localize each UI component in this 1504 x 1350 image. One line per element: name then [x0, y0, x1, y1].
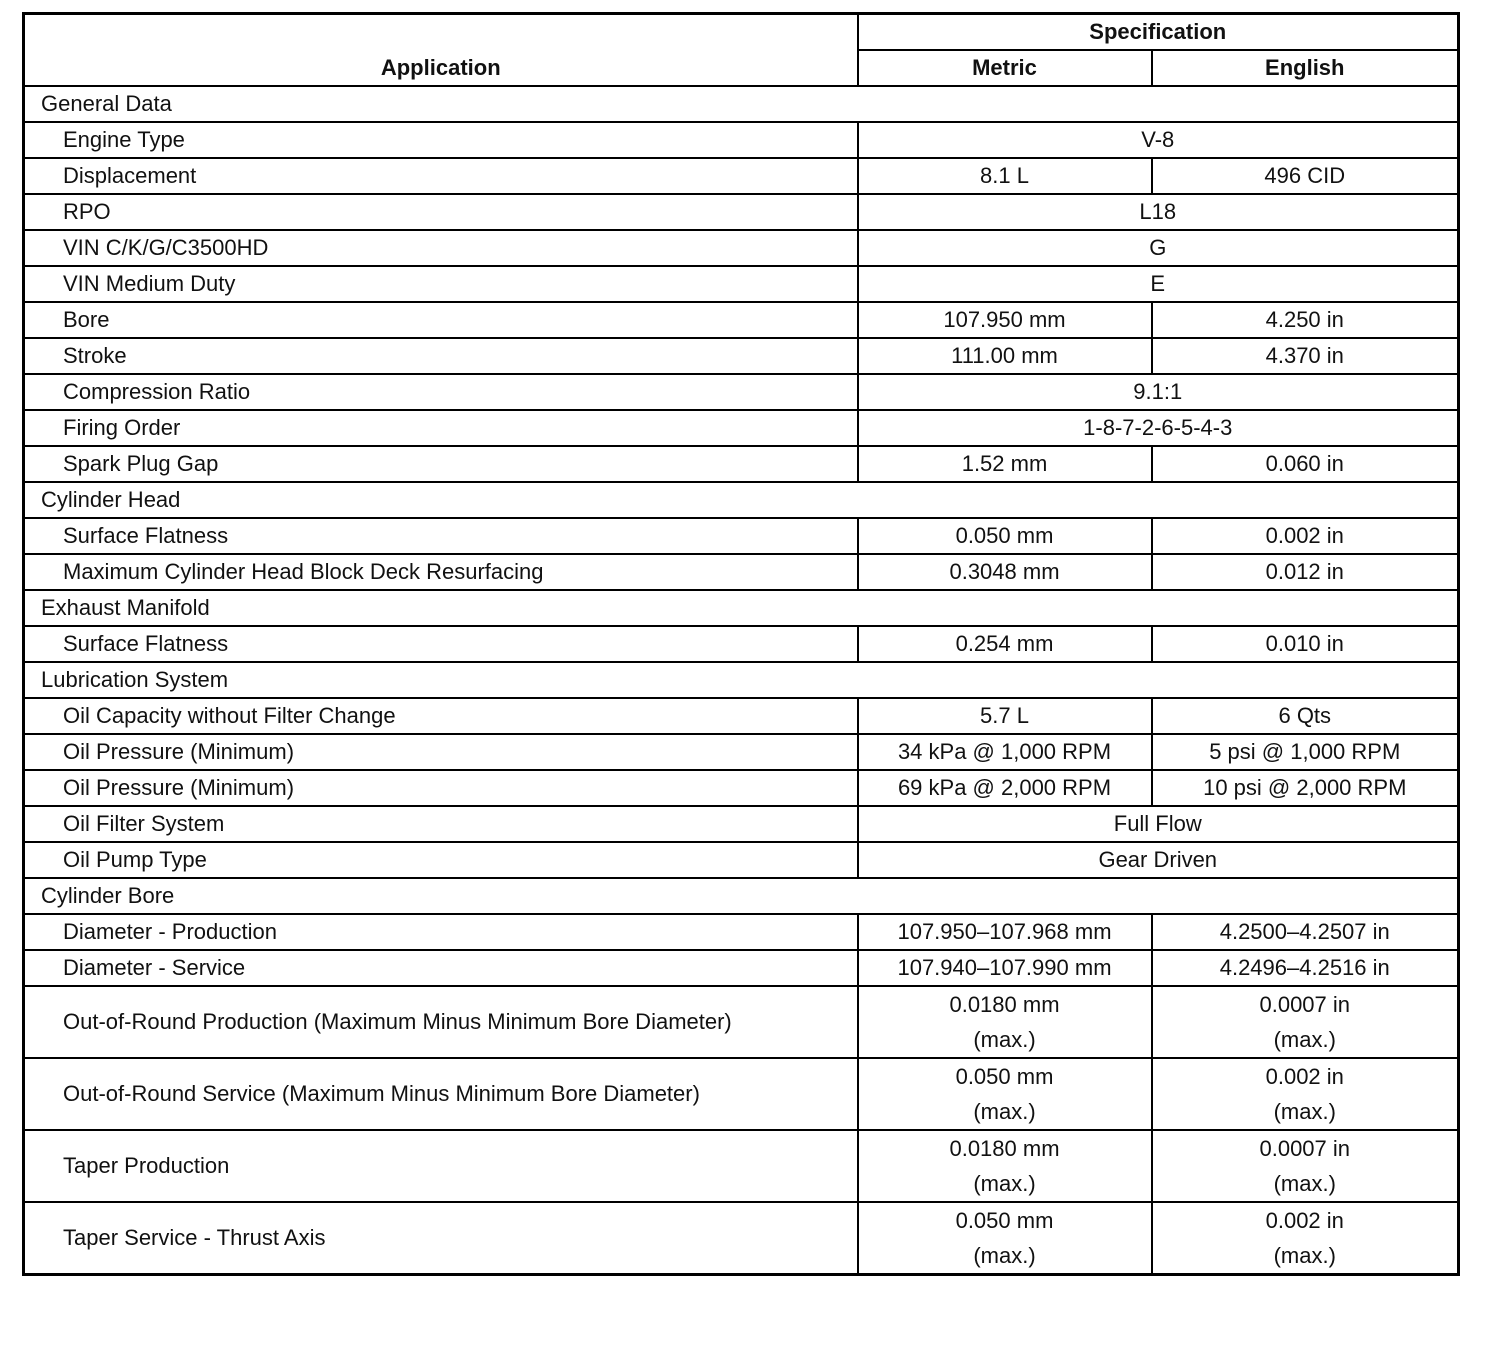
metric-value: 0.0180 mm: [949, 1136, 1060, 1161]
application-label: Out-of-Round Service (Maximum Minus Minimum Bore Diameter): [24, 1058, 858, 1130]
spec-value: 9.1:1: [858, 374, 1459, 410]
table-row: [24, 950, 1459, 986]
english-value: 10 psi @ 2,000 RPM: [1152, 770, 1459, 806]
application-label: Oil Pressure (Minimum): [24, 770, 858, 806]
section-label: General Data: [24, 86, 1459, 122]
english-value-cell: [1152, 1130, 1459, 1202]
english-max-note: (max.): [1273, 1243, 1336, 1268]
metric-value: 107.940–107.990 mm: [858, 950, 1152, 986]
engine-specification-table: [22, 12, 1460, 1276]
english-value-cell: [1152, 1058, 1459, 1130]
table-row: [24, 806, 1459, 842]
section-label: Exhaust Manifold: [24, 590, 1459, 626]
english-value: 0.002 in: [1265, 1064, 1344, 1089]
table-row: [24, 842, 1459, 878]
application-label: Displacement: [24, 158, 858, 194]
english-value: 0.060 in: [1152, 446, 1459, 482]
table-row: [24, 194, 1459, 230]
english-header: English: [1152, 50, 1459, 86]
metric-value: 107.950–107.968 mm: [858, 914, 1152, 950]
metric-value-cell: [858, 1130, 1152, 1202]
metric-max-note: (max.): [973, 1171, 1036, 1196]
english-value: 0.012 in: [1152, 554, 1459, 590]
metric-value: 1.52 mm: [858, 446, 1152, 482]
metric-max-note: (max.): [973, 1099, 1036, 1124]
english-value: 4.370 in: [1152, 338, 1459, 374]
table-header: [24, 14, 1459, 87]
metric-value: 8.1 L: [858, 158, 1152, 194]
application-label: Oil Pump Type: [24, 842, 858, 878]
metric-value-cell: [858, 1202, 1152, 1275]
section-row: [24, 878, 1459, 914]
table-row: [24, 914, 1459, 950]
table-row: [24, 446, 1459, 482]
english-value: 0.010 in: [1152, 626, 1459, 662]
table-row: [24, 986, 1459, 1058]
section-label: Cylinder Head: [24, 482, 1459, 518]
application-label: Oil Capacity without Filter Change: [24, 698, 858, 734]
english-max-note: (max.): [1273, 1027, 1336, 1052]
table-row: [24, 230, 1459, 266]
english-value-cell: [1152, 986, 1459, 1058]
english-value: 5 psi @ 1,000 RPM: [1152, 734, 1459, 770]
table-row: [24, 302, 1459, 338]
table-row: [24, 1202, 1459, 1275]
application-label: Engine Type: [24, 122, 858, 158]
table-row: [24, 338, 1459, 374]
table-row: [24, 518, 1459, 554]
application-label: Taper Production: [24, 1130, 858, 1202]
application-label: Bore: [24, 302, 858, 338]
metric-value: 0.050 mm: [858, 518, 1152, 554]
spec-value: L18: [858, 194, 1459, 230]
application-header: Application: [24, 14, 858, 87]
application-label: Stroke: [24, 338, 858, 374]
english-value: 0.002 in: [1265, 1208, 1344, 1233]
metric-value: 69 kPa @ 2,000 RPM: [858, 770, 1152, 806]
metric-max-note: (max.): [973, 1243, 1036, 1268]
table-row: [24, 770, 1459, 806]
metric-max-note: (max.): [973, 1027, 1036, 1052]
metric-value: 5.7 L: [858, 698, 1152, 734]
table-row: [24, 374, 1459, 410]
table-row: [24, 698, 1459, 734]
application-label: Taper Service - Thrust Axis: [24, 1202, 858, 1275]
application-label: VIN Medium Duty: [24, 266, 858, 302]
english-value: 496 CID: [1152, 158, 1459, 194]
application-label: Surface Flatness: [24, 626, 858, 662]
english-max-note: (max.): [1273, 1171, 1336, 1196]
application-label: Diameter - Service: [24, 950, 858, 986]
section-row: [24, 86, 1459, 122]
english-value: 4.2500–4.2507 in: [1152, 914, 1459, 950]
metric-value-cell: [858, 1058, 1152, 1130]
table-row: [24, 734, 1459, 770]
metric-header: Metric: [858, 50, 1152, 86]
application-label: Surface Flatness: [24, 518, 858, 554]
metric-value: 0.0180 mm: [949, 992, 1060, 1017]
spec-value: Full Flow: [858, 806, 1459, 842]
english-value: 6 Qts: [1152, 698, 1459, 734]
english-value-cell: [1152, 1202, 1459, 1275]
application-label: Compression Ratio: [24, 374, 858, 410]
application-label: Out-of-Round Production (Maximum Minus Minimum Bore Diameter): [24, 986, 858, 1058]
spec-value: G: [858, 230, 1459, 266]
table-row: [24, 266, 1459, 302]
section-label: Cylinder Bore: [24, 878, 1459, 914]
metric-value-cell: [858, 986, 1152, 1058]
table-row: [24, 410, 1459, 446]
table-row: [24, 158, 1459, 194]
spec-value: Gear Driven: [858, 842, 1459, 878]
application-label: Maximum Cylinder Head Block Deck Resurfacing: [24, 554, 858, 590]
english-value: 0.002 in: [1152, 518, 1459, 554]
english-value: 4.250 in: [1152, 302, 1459, 338]
spec-value: E: [858, 266, 1459, 302]
application-label: Firing Order: [24, 410, 858, 446]
application-label: RPO: [24, 194, 858, 230]
application-label: Spark Plug Gap: [24, 446, 858, 482]
english-value: 4.2496–4.2516 in: [1152, 950, 1459, 986]
table-row: [24, 626, 1459, 662]
application-label: Oil Pressure (Minimum): [24, 734, 858, 770]
application-label: Oil Filter System: [24, 806, 858, 842]
section-row: [24, 482, 1459, 518]
metric-value: 34 kPa @ 1,000 RPM: [858, 734, 1152, 770]
table-row: [24, 1058, 1459, 1130]
application-label: VIN C/K/G/C3500HD: [24, 230, 858, 266]
spec-value: V-8: [858, 122, 1459, 158]
english-max-note: (max.): [1273, 1099, 1336, 1124]
table-row: [24, 122, 1459, 158]
english-value: 0.0007 in: [1259, 992, 1351, 1017]
english-value: 0.0007 in: [1259, 1136, 1351, 1161]
table-row: [24, 554, 1459, 590]
metric-value: 0.050 mm: [955, 1208, 1054, 1233]
metric-value: 0.254 mm: [858, 626, 1152, 662]
table-row: [24, 1130, 1459, 1202]
metric-value: 111.00 mm: [858, 338, 1152, 374]
metric-value: 0.3048 mm: [858, 554, 1152, 590]
spec-value: 1-8-7-2-6-5-4-3: [858, 410, 1459, 446]
section-row: [24, 662, 1459, 698]
table-body: [24, 86, 1459, 1275]
section-label: Lubrication System: [24, 662, 1459, 698]
section-row: [24, 590, 1459, 626]
specification-header: Specification: [858, 14, 1459, 51]
header-row-top: [24, 14, 1459, 51]
metric-value: 0.050 mm: [955, 1064, 1054, 1089]
application-label: Diameter - Production: [24, 914, 858, 950]
metric-value: 107.950 mm: [858, 302, 1152, 338]
